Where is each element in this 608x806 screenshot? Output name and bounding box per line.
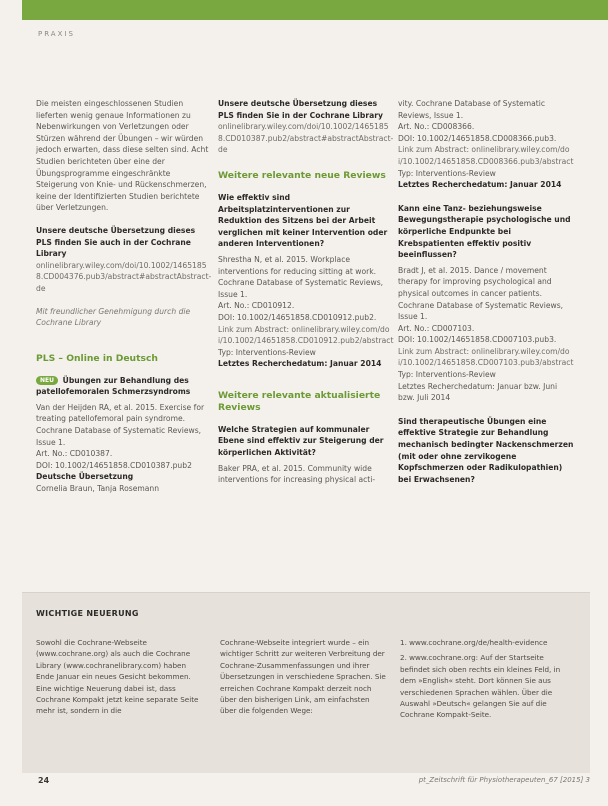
review-2-citation: Baker PRA, et al. 2015. Community wide interventions for increasing physical acti- [218, 463, 376, 485]
translation-heading-2: Unsere deutsche Übersetzung dieses PLS finden Sie in der Cochrane Library [218, 99, 383, 120]
review-1-type: Typ: Interventions-Review [218, 347, 316, 357]
review-2-continued [398, 98, 574, 191]
pls-heading: PLS – Online in Deutsch [36, 352, 158, 364]
pls-translators: Cornelia Braun, Tanja Rosemann [36, 484, 160, 494]
review-1-link[interactable]: Link zum Abstract: onlinelibrary.wiley.com/doi/10.1002/14651858.CD010912.pub2/abstract [218, 324, 394, 346]
review-2-link[interactable]: Link zum Abstract: onlinelibrary.wiley.com/doi/10.1002/14651858.CD008366.pub3/abstract [398, 145, 574, 166]
review-2-doi: DOI: 10.1002/14651858.CD008366.pub3. [398, 133, 557, 143]
pls-article-number: Art. No.: CD010387. [36, 449, 113, 459]
column-1 [36, 98, 212, 495]
info-box-column-1: Sowohl die Cochrane-Webseite (www.cochrane.org) als auch die Cochrane Library (www.cochranelibrary.com) haben Ende Januar ein neues Gesicht bekommen. Eine wichtige Neuerung dabei ist, dass Cochrane Kompakt jetzt keine separate Seite mehr ist, sondern in die [36, 638, 199, 716]
pls-title [36, 375, 212, 398]
intro-paragraph: Die meisten eingeschlossenen Studien lieferten wenig genaue Informationen zu Nebenwirkungen von Verletzungen oder Stürzen während der Übungen – wir würden jedoch erwarten, dass diese selten sind. Acht Studien berichteten über eine der Übungsprogramme eingeschränkte Steigerung von Knie- und Rückenschmerzen, keine der Identifizierten Studien berichtete über Verletzungen. [36, 99, 209, 213]
permission-note: Mit freundlicher Genehmigung durch die Cochrane Library [36, 306, 191, 328]
review-1-article-number: Art. No.: CD010912. [218, 301, 295, 311]
section-label: PRAXIS [38, 30, 75, 38]
review-3-citation: Bradt J, et al. 2015. Dance / movement therapy for improving psychological and physical outcomes in cancer patients. Cochrane Database of Systematic Reviews, Issue 1. [398, 265, 564, 322]
review-1-citation: Shrestha N, et al. 2015. Workplace interventions for reducing sitting at work. Cochrane Database of Systematic Reviews, Issue 1. [218, 254, 384, 299]
review-3-date: Letztes Recherchedatum: Januar bzw. Juni bzw. Juli 2014 [398, 381, 558, 403]
translation-heading: Unsere deutsche Übersetzung dieses PLS finden Sie auch in der Cochrane Library [36, 225, 196, 259]
new-reviews-heading: Weitere relevante neue Reviews [218, 169, 386, 181]
review-3-doi: DOI: 10.1002/14651858.CD007103.pub3. [398, 335, 557, 345]
info-box-column-3 [400, 637, 568, 725]
top-color-bar [22, 0, 608, 20]
pls-doi: DOI: 10.1002/14651858.CD010387.pub2 [36, 460, 192, 470]
translation-link-2[interactable]: onlinelibrary.wiley.com/doi/10.1002/14651858.CD010387.pub2/abstract#abstractAbstract-de [218, 122, 394, 155]
review-question-3: Kann eine Tanz- beziehungsweise Bewegungstherapie psychologische und körperliche Endpunkte bei Krebspatienten effektiv positiv beeinflussen? [398, 203, 571, 260]
review-2-type: Typ: Interventions-Review [398, 168, 496, 178]
info-box-item-2: 2. www.cochrane.org: Auf der Startseite befindet sich oben rechts ein kleines Feld, in dem »English« steht. Dort können Sie aus verschiedenen Sprachen wählen. Über die Auswahl »Deutsch« gelangen Sie auf die Cochrane Kompakt-Seite. [400, 653, 561, 720]
page-number: 24 [38, 776, 50, 785]
review-3-type: Typ: Interventions-Review [398, 370, 496, 380]
review-question-2: Welche Strategien auf kommunaler Ebene sind effektiv zur Steigerung der körperlichen Aktivität? [218, 424, 384, 458]
review-3-article-number: Art. No.: CD007103. [398, 323, 475, 333]
review-1-doi: DOI: 10.1002/14651858.CD010912.pub2. [218, 312, 377, 322]
updated-reviews-heading: Weitere relevante aktualisierte Reviews [218, 389, 381, 413]
pls-title-text: Übungen zur Behandlung des patellofemoralen Schmerzsyndroms [36, 375, 191, 397]
review-2-date: Letztes Recherchedatum: Januar 2014 [398, 180, 562, 190]
column-2 [218, 98, 394, 486]
pls-citation: Van der Heijden RA, et al. 2015. Exercise for treating patellofemoral pain syndrome. Cochrane Database of Systematic Reviews, Issue 1. [36, 402, 205, 447]
pls-reference [36, 402, 212, 495]
journal-footer: pt_Zeitschrift für Physiotherapeuten_67 [2015] 3 [418, 776, 590, 784]
column-3 [398, 98, 574, 489]
review-3-link[interactable]: Link zum Abstract: onlinelibrary.wiley.com/doi/10.1002/14651858.CD007103.pub3/abstract [398, 346, 574, 368]
info-box-item-1: 1. www.cochrane.org/de/health-evidence [400, 638, 548, 647]
new-badge: NEU [36, 376, 58, 385]
info-box-column-2: Cochrane-Webseite integriert wurde – ein wichtiger Schritt zur weiteren Verbreitung der Cochrane-Zusammenfassungen und ihrer Übersetzungen in verschiedene Sprachen. Sie erreichen Cochrane Kompakt derzeit noch über den bisherigen Link, am einfachsten über die folgenden Wege: [220, 638, 386, 716]
translation-link[interactable]: onlinelibrary.wiley.com/doi/10.1002/14651858.CD004376.pub3/abstract#abstractAbstract-de [36, 260, 212, 293]
review-question-4: Sind therapeutische Übungen eine effektive Strategie zur Behandlung mechanisch bedingter Nackenschmerzen (mit oder ohne zervikogene Kopfschmerzen oder Radikulopathien) bei Erwachsenen? [398, 416, 574, 484]
review-2-citation-continued: vity. Cochrane Database of Systematic Reviews, Issue 1. [398, 99, 546, 120]
review-question-1: Wie effektiv sind Arbeitsplatzinterventionen zur Reduktion des Sitzens bei der Arbeit verglichen mit keiner Intervention oder anderen Interventionen? [218, 192, 388, 249]
review-2-article-number: Art. No.: CD008366. [398, 122, 475, 132]
review-1-date: Letztes Recherchedatum: Januar 2014 [218, 359, 382, 369]
pls-translation-label: Deutsche Übersetzung [36, 472, 134, 482]
info-box-title: WICHTIGE NEUERUNG [36, 609, 139, 618]
review-1-reference [218, 254, 394, 370]
info-box [22, 592, 590, 773]
review-3-reference [398, 265, 574, 404]
